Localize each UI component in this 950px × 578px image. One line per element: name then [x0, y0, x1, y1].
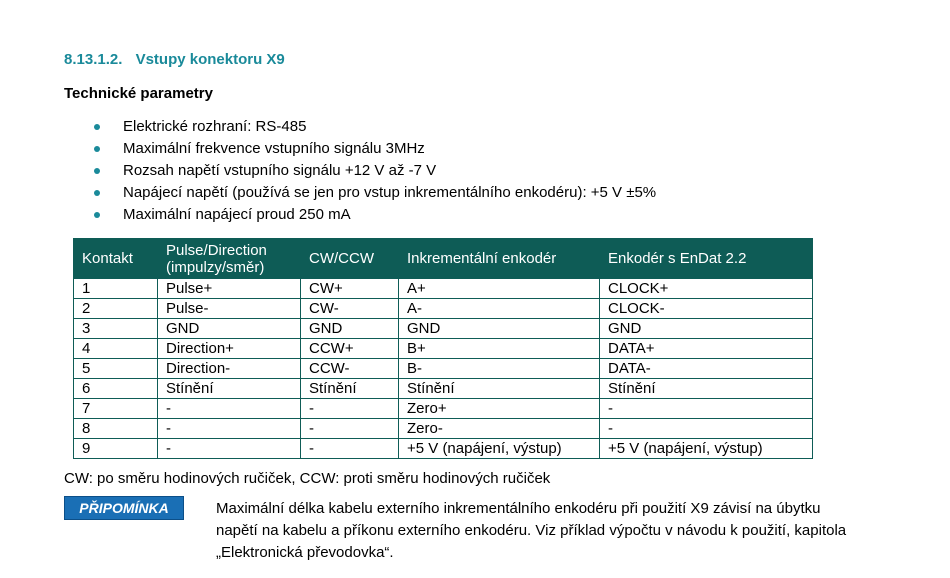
table-row — [74, 399, 813, 419]
table-cell: Zero- — [399, 419, 600, 439]
column-header: CW/CCW — [301, 239, 399, 279]
table-header-row — [74, 239, 813, 279]
list-item-text: Napájecí napětí (používá se jen pro vstup inkrementálního enkodéru): +5 V ±5% — [123, 184, 657, 201]
bullet-icon — [94, 168, 100, 174]
table-cell: Stínění — [158, 379, 301, 399]
table-row — [74, 359, 813, 379]
table-row — [74, 439, 813, 459]
table-cell: CCW- — [301, 359, 399, 379]
table-cell: Stínění — [301, 379, 399, 399]
table-cell: B- — [399, 359, 600, 379]
note-text: Maximální délka kabelu externího inkrementálního enkodéru při použití X9 závisí na úbytku napětí na kabelu a příkonu externího enkodéru. Viz příklad výpočtu v návodu k použití, kapitola „Elektronická převodovka“. — [216, 500, 847, 561]
table-cell: Stínění — [399, 379, 600, 399]
table-cell: 3 — [74, 319, 158, 339]
table-cell: CCW+ — [301, 339, 399, 359]
subtitle: Technické parametry — [64, 85, 213, 102]
table-cell: GND — [301, 319, 399, 339]
column-header: Kontakt — [74, 239, 158, 279]
column-header: Pulse/Direction (impulzy/směr) — [158, 239, 301, 279]
table-cell: DATA- — [600, 359, 813, 379]
table-row — [74, 419, 813, 439]
bullet-icon — [94, 146, 100, 152]
table-cell: B+ — [399, 339, 600, 359]
list-item-text: Maximální napájecí proud 250 mA — [123, 206, 351, 223]
list-item — [92, 182, 656, 204]
table-row — [74, 339, 813, 359]
table-cell: +5 V (napájení, výstup) — [600, 439, 813, 459]
column-header: Enkodér s EnDat 2.2 — [600, 239, 813, 279]
pinout-table — [73, 238, 813, 459]
table-cell: Zero+ — [399, 399, 600, 419]
table-cell: +5 V (napájení, výstup) — [399, 439, 600, 459]
table-cell: GND — [399, 319, 600, 339]
column-header: Inkrementální enkodér — [399, 239, 600, 279]
list-item-text: Elektrické rozhraní: RS-485 — [123, 118, 307, 135]
list-item — [92, 138, 656, 160]
table-cell: CLOCK+ — [600, 279, 813, 299]
list-item — [92, 116, 656, 138]
section-heading: Vstupy konektoru X9 — [135, 51, 285, 68]
table-cell: - — [301, 439, 399, 459]
table-cell: CLOCK- — [600, 299, 813, 319]
table-cell: Stínění — [600, 379, 813, 399]
table-row — [74, 279, 813, 299]
table-cell: - — [158, 419, 301, 439]
table-row — [74, 299, 813, 319]
table-cell: 9 — [74, 439, 158, 459]
table-cell: GND — [158, 319, 301, 339]
list-item — [92, 204, 656, 226]
table-cell: 5 — [74, 359, 158, 379]
table-cell: - — [600, 399, 813, 419]
table-cell: A+ — [399, 279, 600, 299]
table-cell: Pulse+ — [158, 279, 301, 299]
table-cell: - — [158, 439, 301, 459]
bullet-icon — [94, 124, 100, 130]
table-cell: CW+ — [301, 279, 399, 299]
table-row — [74, 379, 813, 399]
table-cell: Pulse- — [158, 299, 301, 319]
note-badge: PŘIPOMÍNKA — [64, 496, 184, 520]
table-cell: - — [301, 399, 399, 419]
table-cell: A- — [399, 299, 600, 319]
table-cell: 6 — [74, 379, 158, 399]
table-cell: 1 — [74, 279, 158, 299]
table-cell: CW- — [301, 299, 399, 319]
list-item-text: Maximální frekvence vstupního signálu 3MHz — [123, 140, 425, 157]
list-item — [92, 160, 656, 182]
table-cell: - — [301, 419, 399, 439]
section-title — [64, 51, 285, 68]
table-cell: Direction+ — [158, 339, 301, 359]
table-row — [74, 319, 813, 339]
table-cell: - — [600, 419, 813, 439]
table-cell: - — [158, 399, 301, 419]
bullet-icon — [94, 212, 100, 218]
parameter-list — [92, 116, 656, 226]
bullet-icon — [94, 190, 100, 196]
table-cell: 7 — [74, 399, 158, 419]
table-cell: Direction- — [158, 359, 301, 379]
table-cell: 2 — [74, 299, 158, 319]
table-cell: 4 — [74, 339, 158, 359]
table-cell: 8 — [74, 419, 158, 439]
list-item-text: Rozsah napětí vstupního signálu +12 V až -7 V — [123, 162, 437, 179]
abbreviation-footnote: CW: po směru hodinových ručiček, CCW: proti směru hodinových ručiček — [64, 470, 551, 487]
table-cell: DATA+ — [600, 339, 813, 359]
section-number: 8.13.1.2. — [64, 51, 123, 68]
table-cell: GND — [600, 319, 813, 339]
